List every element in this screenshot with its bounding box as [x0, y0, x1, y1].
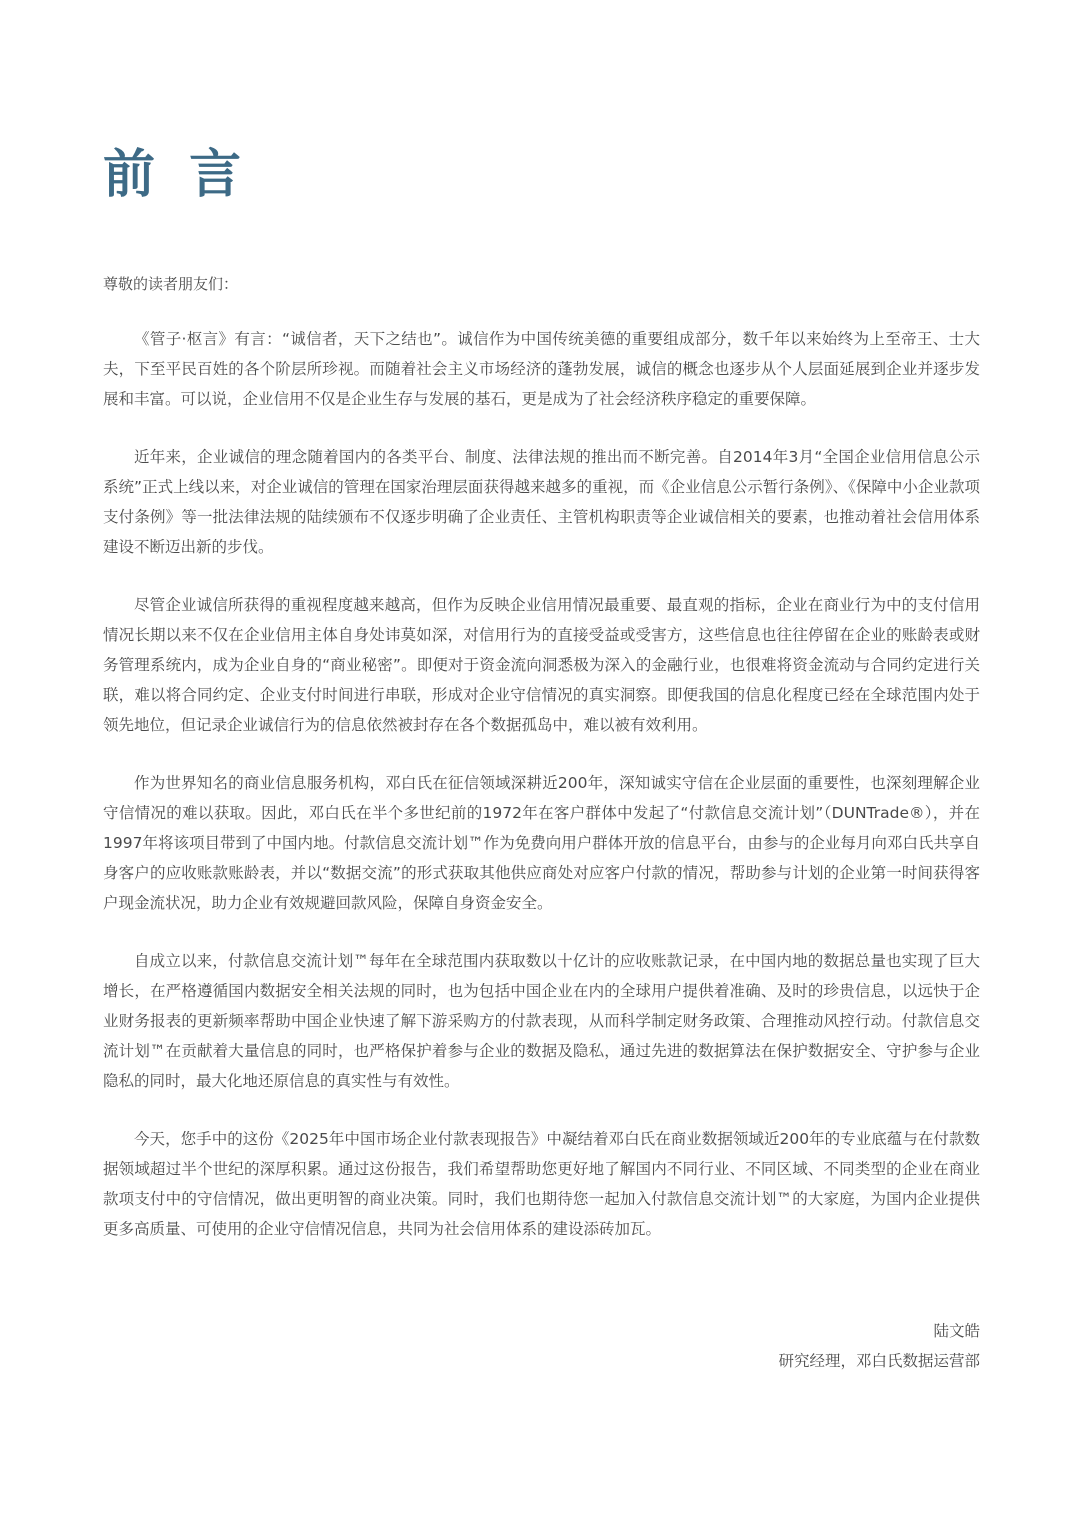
- signature-role: 研究经理，邓白氏数据运营部: [778, 1352, 980, 1370]
- paragraph-6: 今天，您手中的这份《2025年中国市场企业付款表现报告》中凝结着邓白氏在商业数据领域近200年的专业底蕴与在付款数据领域超过半个世纪的深厚积累。通过这份报告，我们希望帮助您更好地了解国内不同行业、不同区域、不同类型的企业在商业款项支付中的守信情况，做出更明智的商业决策。同时，我们也期待您一起加入付款信息交流计划™的大家庭，为国内企业提供更多高质量、可使用的企业守信情况信息，共同为社会信用体系的建设添砖加瓦。: [103, 1130, 980, 1238]
- paragraph-1: 《管子·枢言》有言：“诚信者，天下之结也”。诚信作为中国传统美德的重要组成部分，数千年以来始终为上至帝王、士大夫，下至平民百姓的各个阶层所珍视。而随着社会主义市场经济的蓬勃发展，诚信的概念也逐步从个人层面延展到企业并逐步发展和丰富。可以说，企业信用不仅是企业生存与发展的基石，更是成为了社会经济秩序稳定的重要保障。: [103, 330, 980, 408]
- salutation: 尊敬的读者朋友们：: [103, 275, 239, 293]
- paragraph-2: 近年来，企业诚信的理念随着国内的各类平台、制度、法律法规的推出而不断完善。自2014年3月“全国企业信用信息公示系统”正式上线以来，对企业诚信的管理在国家治理层面获得越来越多的重视，而《企业信息公示暂行条例》、《保障中小企业款项支付条例》等一批法律法规的陆续颁布不仅逐步明确了企业责任、主管机构职责等企业诚信相关的要素，也推动着社会信用体系建设不断迈出新的步伐。: [103, 448, 980, 556]
- signature-name: 陆文皓: [933, 1322, 980, 1340]
- paragraph-3: 尽管企业诚信所获得的重视程度越来越高，但作为反映企业信用情况最重要、最直观的指标，企业在商业行为中的支付信用情况长期以来不仅在企业信用主体自身处讳莫如深，对信用行为的直接受益或受害方，这些信息也往往停留在企业的账龄表或财务管理系统内，成为企业自身的“商业秘密”。即便对于资金流向洞悉极为深入的金融行业，也很难将资金流动与合同约定进行关联，难以将合同约定、企业支付时间进行串联，形成对企业守信情况的真实洞察。即便我国的信息化程度已经在全球范围内处于领先地位，但记录企业诚信行为的信息依然被封存在各个数据孤岛中，难以被有效利用。: [103, 596, 980, 734]
- page-title: 前 言: [103, 145, 250, 205]
- signature-block: [778, 1316, 980, 1376]
- paragraph-5: 自成立以来，付款信息交流计划™每年在全球范围内获取数以十亿计的应收账款记录，在中国内地的数据总量也实现了巨大增长，在严格遵循国内数据安全相关法规的同时，也为包括中国企业在内的全球用户提供着准确、及时的珍贵信息，以远快于企业财务报表的更新频率帮助中国企业快速了解下游采购方的付款表现，从而科学制定财务政策、合理推动风控行动。付款信息交流计划™在贡献着大量信息的同时，也严格保护着参与企业的数据及隐私，通过先进的数据算法在保护数据安全、守护参与企业隐私的同时，最大化地还原信息的真实性与有效性。: [103, 952, 980, 1090]
- body-text: [103, 324, 980, 1272]
- paragraph-4: 作为世界知名的商业信息服务机构，邓白氏在征信领域深耕近200年，深知诚实守信在企业层面的重要性，也深刻理解企业守信情况的难以获取。因此，邓白氏在半个多世纪前的1972年在客户群体中发起了“付款信息交流计划”（DUNTrade®），并在1997年将该项目带到了中国内地。付款信息交流计划™作为免费向用户群体开放的信息平台，由参与的企业每月向邓白氏共享自身客户的应收账款账龄表，并以“数据交流”的形式获取其他供应商处对应客户付款的情况，帮助参与计划的企业第一时间获得客户现金流状况，助力企业有效规避回款风险，保障自身资金安全。: [103, 774, 980, 912]
